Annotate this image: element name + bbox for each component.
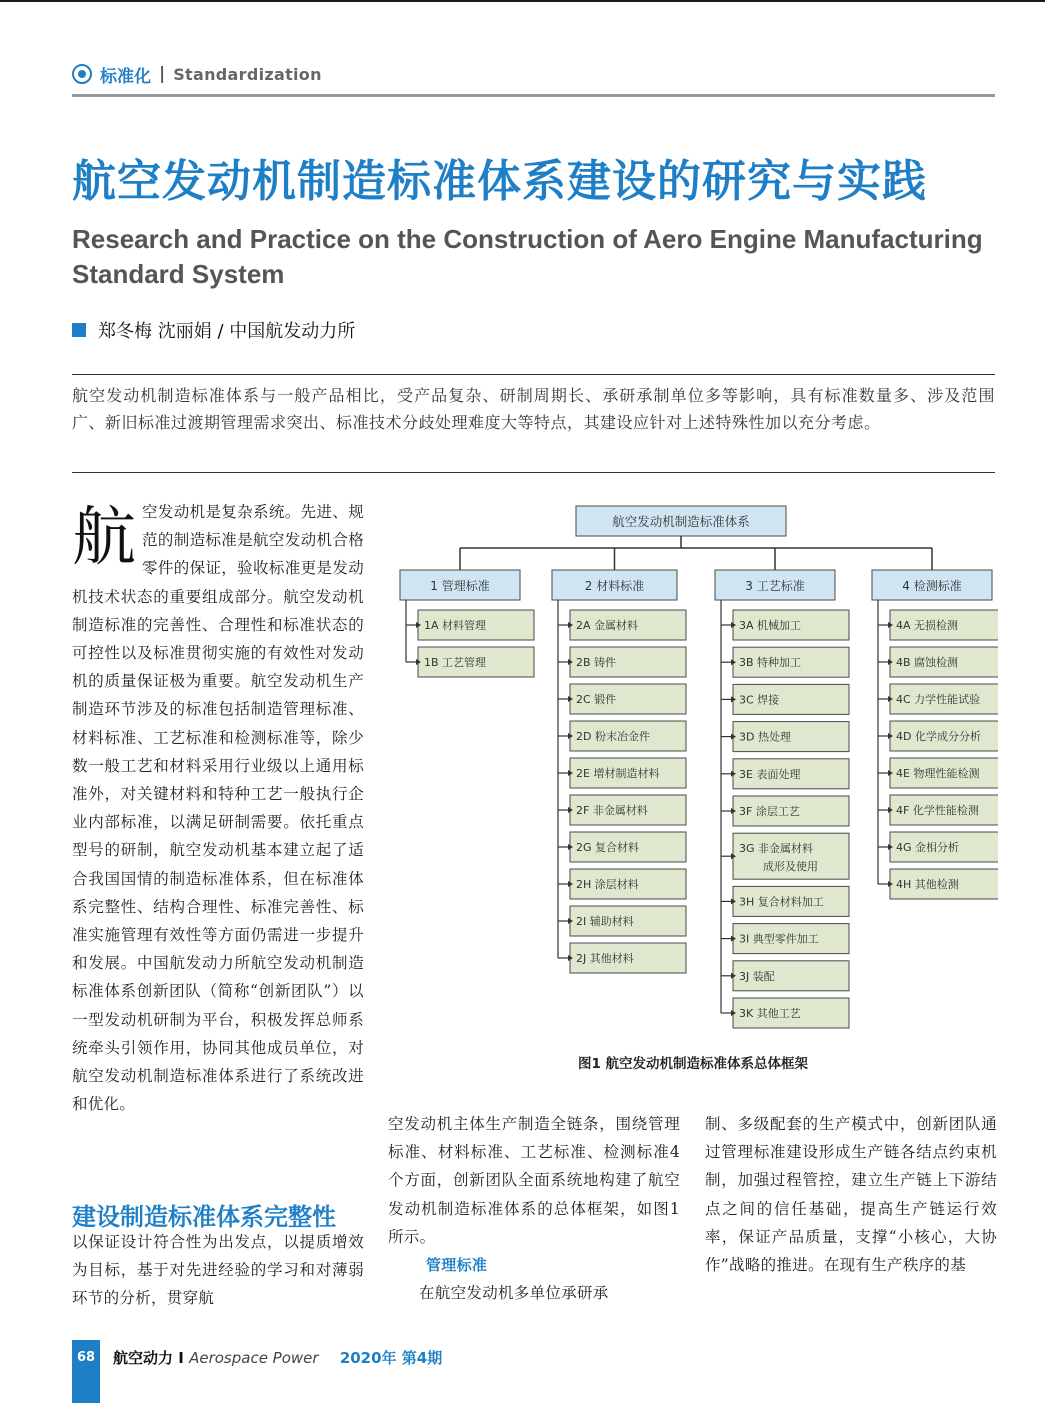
diagram-item-label: 3F 涂层工艺	[739, 805, 800, 818]
framework-diagram	[388, 500, 998, 1040]
diagram-item-label: 4A 无损检测	[896, 619, 959, 632]
diagram-item-label: 1A 材料管理	[424, 619, 487, 632]
diagram-item-label: 3C 焊接	[739, 693, 780, 707]
square-bullet-icon	[72, 323, 86, 337]
diagram-item-label: 2D 粉末冶金件	[576, 730, 650, 743]
diagram-item-label: 2A 金属材料	[576, 619, 639, 632]
diagram-item-label: 2C 锻件	[576, 693, 617, 706]
section-header	[72, 60, 322, 88]
section-name-en: Standardization	[173, 64, 322, 84]
diagram-item-label: 4E 物理性能检测	[896, 767, 980, 780]
journal-separator: I	[178, 1349, 184, 1367]
diagram-item-label: 2G 复合材料	[576, 841, 640, 854]
paragraph-management: 在航空发动机多单位承研承	[419, 1284, 609, 1303]
diagram-item-label: 3E 表面处理	[739, 767, 801, 781]
diagram-item-label: 2E 增材制造材料	[576, 767, 660, 780]
figure-caption: 图1 航空发动机制造标准体系总体框架	[577, 1056, 809, 1072]
diagram-category-label-2: 2 材料标准	[584, 579, 645, 593]
journal-issue: 2020年 第4期	[339, 1349, 443, 1367]
authors: 郑冬梅 沈丽娟 / 中国航发动力所	[98, 321, 356, 342]
body-column-1	[72, 498, 364, 1118]
abstract-rule-top	[72, 374, 995, 375]
diagram-category-label-4: 4 检测标准	[902, 579, 962, 593]
diagram-item-label: 1B 工艺管理	[424, 656, 487, 669]
diagram-item-label: 3I 典型零件加工	[739, 932, 819, 946]
diagram-item-label: 成形及使用	[763, 860, 818, 874]
subheading-management: 管理标准	[426, 1256, 488, 1275]
diagram-item-label: 4D 化学成分分析	[896, 730, 981, 743]
diagram-item-label: 4G 金相分析	[896, 841, 960, 854]
diagram-item-label: 2J 其他材料	[576, 952, 634, 965]
article-title-cn: 航空发动机制造标准体系建设的研究与实践	[72, 156, 927, 207]
paragraph-framework: 空发动机主体生产制造全链条，围绕管理标准、材料标准、工艺标准、检测标准4个方面，创新团队全面系统地构建了航空发动机制造标准体系的总体框架，如图1所示。	[388, 1115, 680, 1246]
section-heading: 建设制造标准体系完整性	[72, 1203, 336, 1231]
section-name-cn: 标准化	[100, 66, 151, 87]
section-separator: |	[159, 64, 166, 84]
diagram-item-label: 4F 化学性能检测	[896, 804, 979, 817]
footer-journal	[113, 1347, 442, 1368]
diagram-item-label: 3B 特种加工	[739, 656, 802, 670]
page-number: 68	[76, 1350, 96, 1365]
journal-name-en: Aerospace Power	[189, 1349, 319, 1367]
diagram-category-label-1: 1 管理标准	[430, 579, 490, 593]
body-column-3: 制、多级配套的生产模式中，创新团队通过管理标准建设形成生产链各结点约束机制，加强过程管控，建立生产链上下游结点之间的信任基础，提高生产链运行效率，保证产品质量，支撑“小核心，大协作”战略的推进。在现有生产秩序的基	[705, 1115, 997, 1275]
header-rule	[72, 94, 995, 97]
top-border	[0, 0, 1045, 2]
diagram-item-label: 2B 铸件	[576, 656, 617, 669]
diagram-item-label: 3H 复合材料加工	[739, 895, 824, 909]
diagram-item-label: 4B 腐蚀检测	[896, 656, 959, 669]
diagram-item-label: 2H 涂层材料	[576, 878, 639, 891]
diagram-item-label: 4C 力学性能试验	[896, 693, 981, 706]
drop-cap: 航	[72, 501, 137, 575]
diagram-item-label: 4H 其他检测	[896, 878, 959, 891]
abstract: 航空发动机制造标准体系与一般产品相比，受产品复杂、研制周期长、承研承制单位多等影响，具有标准数量多、涉及范围广、新旧标准过渡期管理需求突出、标准技术分歧处理难度大等特点，其建设应针对上述特殊性加以充分考虑。	[72, 386, 995, 432]
diagram-root-label: 航空发动机制造标准体系	[612, 514, 750, 529]
diagram-item-label: 3G 非金属材料	[739, 842, 814, 856]
diagram-item-label: 3D 热处理	[739, 730, 791, 744]
diagram-item-label: 3K 其他工艺	[739, 1007, 801, 1020]
article-title-en: Research and Practice on the Construction of Aero Engine Manufacturing Standard System	[72, 224, 983, 289]
authors-line	[72, 317, 355, 343]
diagram-item-label: 3A 机械加工	[739, 619, 802, 632]
diagram-item-label: 2I 辅助材料	[576, 915, 634, 928]
body-column-2	[388, 1110, 680, 1307]
abstract-rule-bottom	[72, 472, 995, 473]
paragraph-intro: 空发动机是复杂系统。先进、规范的制造标准是航空发动机合格零件的保证，验收标准更是发动机技术状态的重要组成部分。航空发动机制造标准的完善性、合理性和标准状态的可控性以及标准贯彻实施的有效性对发动机的质量保证极为重要。航空发动机生产制造环节涉及的标准包括制造管理标准、材料标准、工艺标准和检测标准等，除少数一般工艺和材料采用行业级以上通用标准外，对关键材料和特种工艺一般执行企业内部标准，以满足研制需要。依托重点型号的研制，航空发动机基本建立起了适合我国国情的制造标准体系，但在标准体系完整性、结构合理性、标准完善性、标准实施管理有效性等方面仍需进一步提升和发展。中国航发动力所航空发动机制造标准体系创新团队（简称“创新团队”）以一型发动机研制为平台，积极发挥总师系统牵头引领作用，协同其他成员单位，对航空发动机制造标准体系进行了系统改进和优化。	[72, 503, 364, 1114]
journal-name-cn: 航空动力	[113, 1349, 174, 1367]
diagram-category-label-3: 3 工艺标准	[745, 579, 805, 593]
paragraph-completeness: 以保证设计符合性为出发点，以提质增效为目标，基于对先进经验的学习和对薄弱环节的分析，贯穿航	[72, 1233, 364, 1308]
logo-icon	[72, 64, 92, 84]
diagram-item-label: 3J 装配	[739, 969, 775, 983]
diagram-item-label: 2F 非金属材料	[576, 804, 648, 817]
